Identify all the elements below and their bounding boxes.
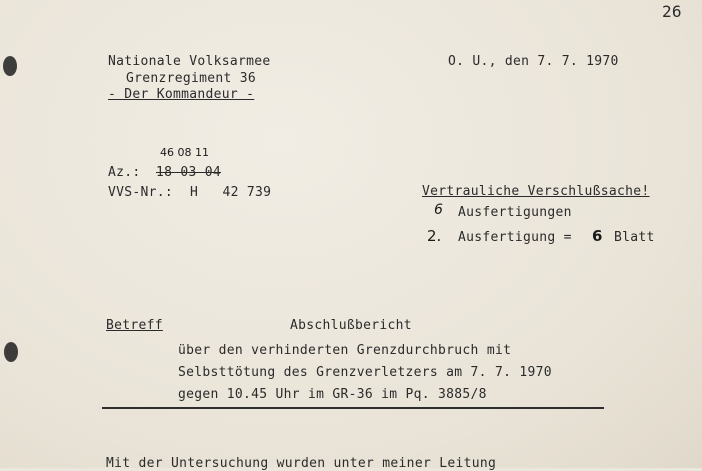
vvs-value: H 42 739: [190, 185, 272, 200]
subject-line-3: gegen 10.45 Uhr im GR-36 im Pq. 3885/8: [178, 387, 487, 402]
org-line-3: - Der Kommandeur -: [108, 87, 255, 102]
az-old-number: 18 03 04: [156, 165, 222, 180]
place-date: O. U., den 7. 7. 1970: [448, 54, 619, 69]
vvs-label: VVS-Nr.:: [108, 185, 174, 200]
subject-underline-rule: [102, 407, 604, 409]
punch-hole-top: [3, 56, 17, 76]
az-label: Az.:: [108, 165, 141, 180]
body-text-line: Mit der Untersuchung wurden unter meiner Leitung: [106, 456, 497, 471]
subject-line-2: Selbsttötung des Grenzverletzers am 7. 7. 1970: [178, 365, 552, 380]
subject-title: Abschlußbericht: [290, 318, 412, 333]
classification-title: Vertrauliche Verschlußsache!: [422, 184, 650, 199]
copies-count: 6: [434, 202, 443, 218]
az-handwritten-number: 46 08 11: [160, 146, 209, 159]
page-number: 26: [662, 2, 682, 21]
punch-hole-bottom: [4, 342, 18, 362]
subject-label: Betreff: [106, 318, 163, 333]
copy-number: 2.: [427, 227, 442, 245]
sheet-count: 6: [592, 227, 603, 245]
org-line-2: Grenzregiment 36: [126, 71, 257, 86]
sheet-label: Blatt: [614, 230, 655, 245]
subject-line-1: über den verhinderten Grenzdurchbruch mit: [178, 343, 512, 358]
copies-label: Ausfertigungen: [458, 205, 572, 220]
copy-label: Ausfertigung =: [458, 230, 572, 245]
org-line-1: Nationale Volksarmee: [108, 54, 271, 69]
